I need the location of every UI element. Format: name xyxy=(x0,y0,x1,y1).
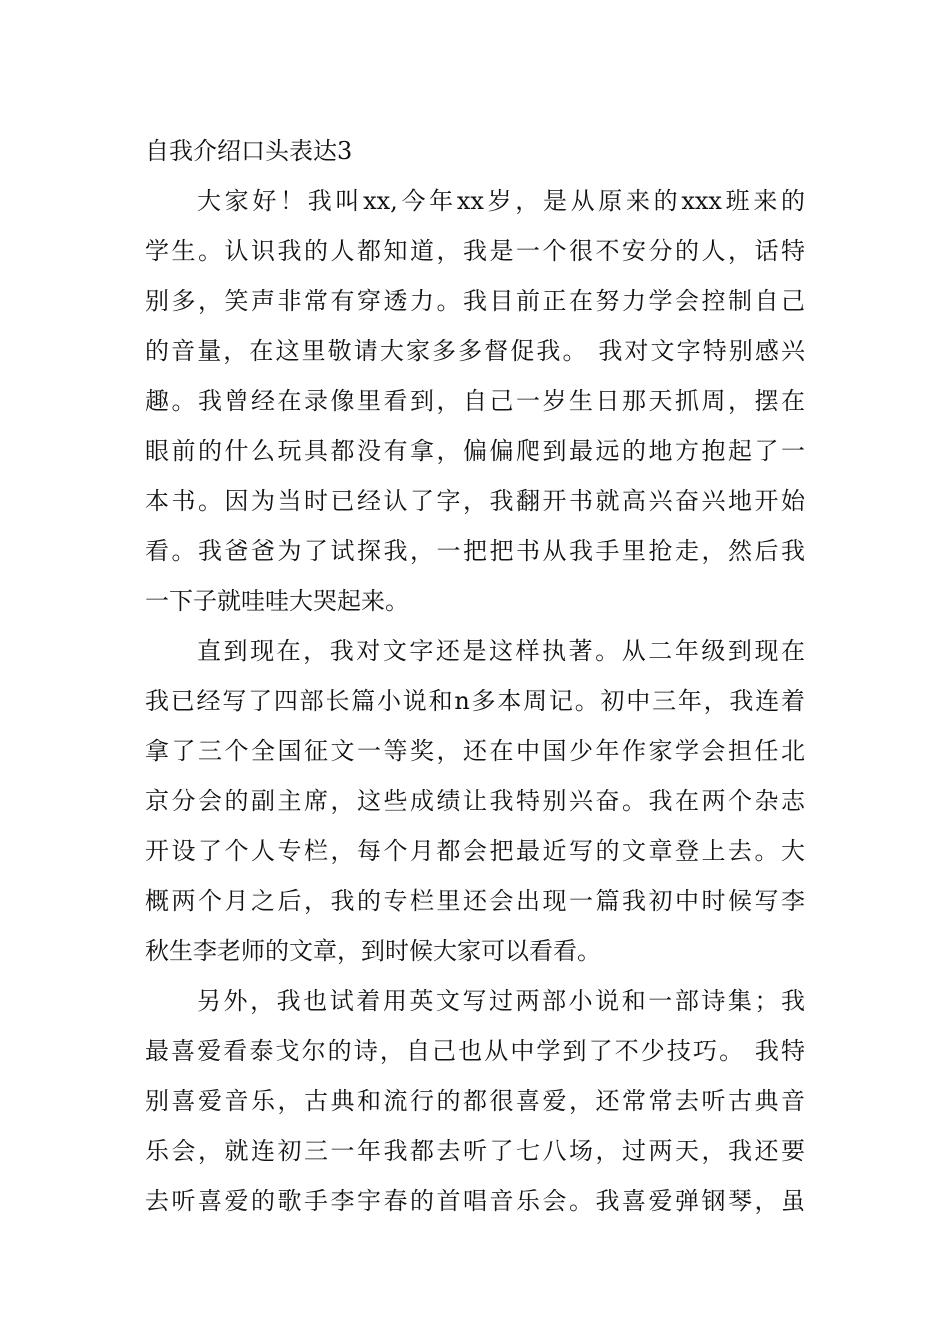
paragraph-3-line-4: 乐会，就连初三一年我都去听了七八场，过两天，我还要 xyxy=(145,1137,805,1165)
paragraph-1-line-1: 大家好！我叫xx,今年xx岁，是从原来的xxx班来的 xyxy=(197,187,805,215)
paragraph-1-line-2: 学生。认识我的人都知道，我是一个很不安分的人，话特 xyxy=(145,237,805,265)
paragraph-1-line-7: 本书。因为当时已经认了字，我翻开书就高兴奋兴地开始 xyxy=(145,487,805,515)
document-title: 自我介绍口头表达3 xyxy=(145,137,353,165)
paragraph-1-line-3: 别多，笑声非常有穿透力。我目前正在努力学会控制自己 xyxy=(145,287,805,315)
paragraph-1-line-9: 一下子就哇哇大哭起来。 xyxy=(145,587,409,615)
paragraph-2-line-6: 概两个月之后，我的专栏里还会出现一篇我初中时候写李 xyxy=(145,887,805,915)
paragraph-1-line-8: 看。我爸爸为了试探我，一把把书从我手里抢走，然后我 xyxy=(145,537,805,565)
paragraph-2-line-4: 京分会的副主席，这些成绩让我特别兴奋。我在两个杂志 xyxy=(145,787,805,815)
paragraph-3-line-1: 另外，我也试着用英文写过两部小说和一部诗集；我 xyxy=(197,987,805,1015)
paragraph-3-line-5: 去听喜爱的歌手李宇春的首唱音乐会。我喜爱弹钢琴，虽 xyxy=(145,1187,805,1215)
paragraph-2-line-2: 我已经写了四部长篇小说和n多本周记。初中三年，我连着 xyxy=(145,687,805,715)
paragraph-3-line-2: 最喜爱看泰戈尔的诗，自己也从中学到了不少技巧。 我特 xyxy=(145,1037,805,1065)
paragraph-1-line-6: 眼前的什么玩具都没有拿，偏偏爬到最远的地方抱起了一 xyxy=(145,437,805,465)
paragraph-2-line-3: 拿了三个全国征文一等奖，还在中国少年作家学会担任北 xyxy=(145,737,805,765)
paragraph-3-line-3: 别喜爱音乐，古典和流行的都很喜爱，还常常去听古典音 xyxy=(145,1087,805,1115)
paragraph-2-line-5: 开设了个人专栏，每个月都会把最近写的文章登上去。大 xyxy=(145,837,805,865)
paragraph-2-line-7: 秋生李老师的文章，到时候大家可以看看。 xyxy=(145,937,601,965)
paragraph-1-line-4: 的音量，在这里敬请大家多多督促我。 我对文字特别感兴 xyxy=(145,337,805,365)
paragraph-2-line-1: 直到现在，我对文字还是这样执著。从二年级到现在 xyxy=(197,637,805,665)
paragraph-1-line-5: 趣。我曾经在录像里看到，自己一岁生日那天抓周，摆在 xyxy=(145,387,805,415)
